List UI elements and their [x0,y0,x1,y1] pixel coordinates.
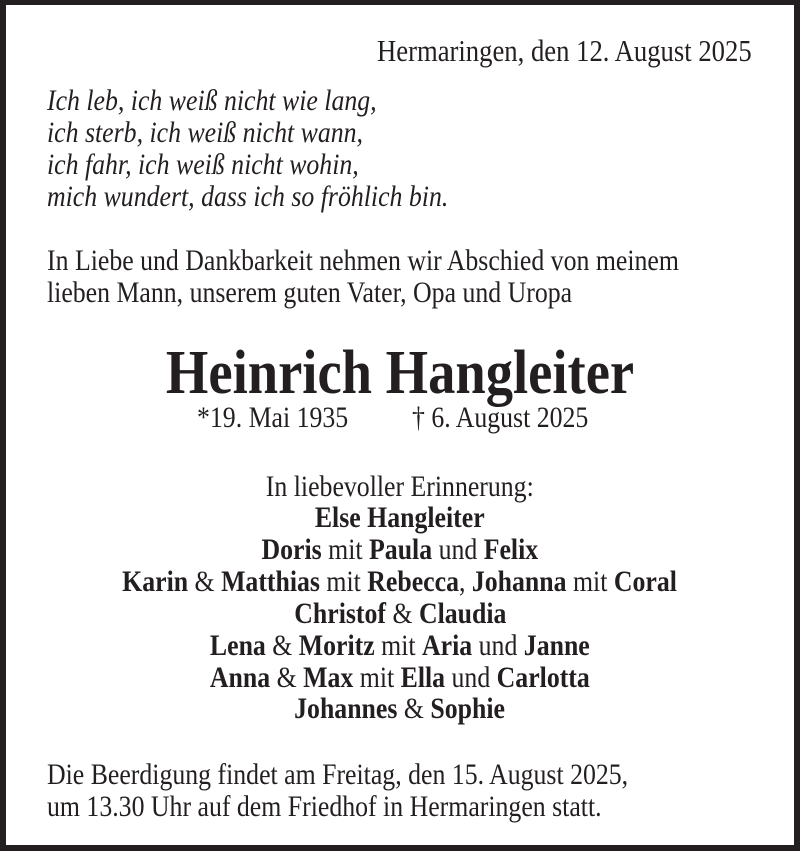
intro-line [47,246,782,276]
birth-date-text: *19. Mai 1935 [197,401,349,434]
poem-line-text: mich wundert, dass ich so fröhlich bin. [47,180,449,213]
mourner-name: Lena [210,628,266,662]
mourner-name: Johanna [472,564,568,598]
birth-date [197,403,373,433]
connector-text: und [472,628,524,662]
mourner-line-text [210,660,590,694]
mourner-name: Christof [293,596,386,630]
funeral-line [47,792,692,822]
mourner-name: Else Hangleiter [315,501,485,534]
mourners-heading [0,472,800,502]
intro-line-text: lieben Mann, unserem guten Vater, Opa und Uropa [47,276,573,309]
deceased-name [0,339,800,407]
poem-line [47,150,409,180]
connector-text: & [385,596,419,630]
poem-line-text: Ich leb, ich weiß nicht wie lang, [47,84,377,117]
death-date-text: † 6. August 2025 [412,401,589,434]
mourner-name: Aria [422,628,473,662]
funeral-line-text: Die Beerdigung findet am Freitag, den 15. August 2025, [47,758,629,791]
death-date [412,403,617,433]
mourner-line [0,596,800,630]
mourner-name: Coral [614,564,678,598]
mourner-line [0,564,800,598]
mourners-heading-text: In liebevoller Erinnerung: [266,470,534,503]
connector-text: mit [320,564,368,598]
poem-line [47,86,430,116]
mourner-line [0,532,800,566]
mourner-name: Max [303,660,354,694]
mourner-name: Claudia [418,596,507,630]
connector-text: und [445,660,497,694]
mourner-line-text [210,628,590,662]
mourner-name: Carlotta [496,660,590,694]
place-date [316,35,752,66]
poem-line-text: ich fahr, ich weiß nicht wohin, [47,148,359,181]
mourner-name: Matthias [221,564,321,598]
connector-text: mit [353,660,401,694]
connector-text: mit [374,628,423,662]
connector-text: , [459,564,473,598]
mourner-name: Johannes [294,692,398,726]
mourner-name: Doris [261,532,322,566]
connector-text: mit [567,564,615,598]
poem-line [47,182,514,212]
connector-text: & [270,660,304,694]
mourner-line [0,660,800,694]
mourner-name: Sophie [430,692,506,726]
funeral-line-text: um 13.30 Uhr auf dem Friedhof in Hermaringen statt. [47,790,602,823]
mourner-name: Paula [369,532,433,566]
funeral-line [47,760,723,790]
mourner-name: Karin [122,564,189,598]
mourner-line [0,694,800,724]
mourner-line-text [261,532,539,566]
poem-line-text: ich sterb, ich weiß nicht wann, [47,116,364,149]
mourner-name: Rebecca [367,564,460,598]
mourner-name: Janne [523,628,590,662]
connector-text: und [432,532,484,566]
mourner-line [0,628,800,662]
deceased-name-text: Heinrich Hangleiter [165,339,635,407]
mourner-name: Moritz [298,628,375,662]
mourner-line-text [295,694,506,724]
intro-line [47,278,658,308]
connector-text: & [397,692,431,726]
intro-line-text: In Liebe und Dankbarkeit nehmen wir Abschied von meinem [47,244,679,277]
mourner-name: Felix [483,532,539,566]
connector-text: & [188,564,222,598]
mourner-name: Anna [210,660,271,694]
mourner-line-text [122,564,678,598]
poem-line [47,118,414,148]
mourner-name: Ella [400,660,446,694]
connector-text: & [265,628,299,662]
connector-text: mit [321,532,370,566]
mourner-line-text [293,596,507,630]
mourner-line-text [315,503,485,533]
place-date-text: Hermaringen, den 12. August 2025 [377,33,752,68]
mourner-line [0,503,800,533]
